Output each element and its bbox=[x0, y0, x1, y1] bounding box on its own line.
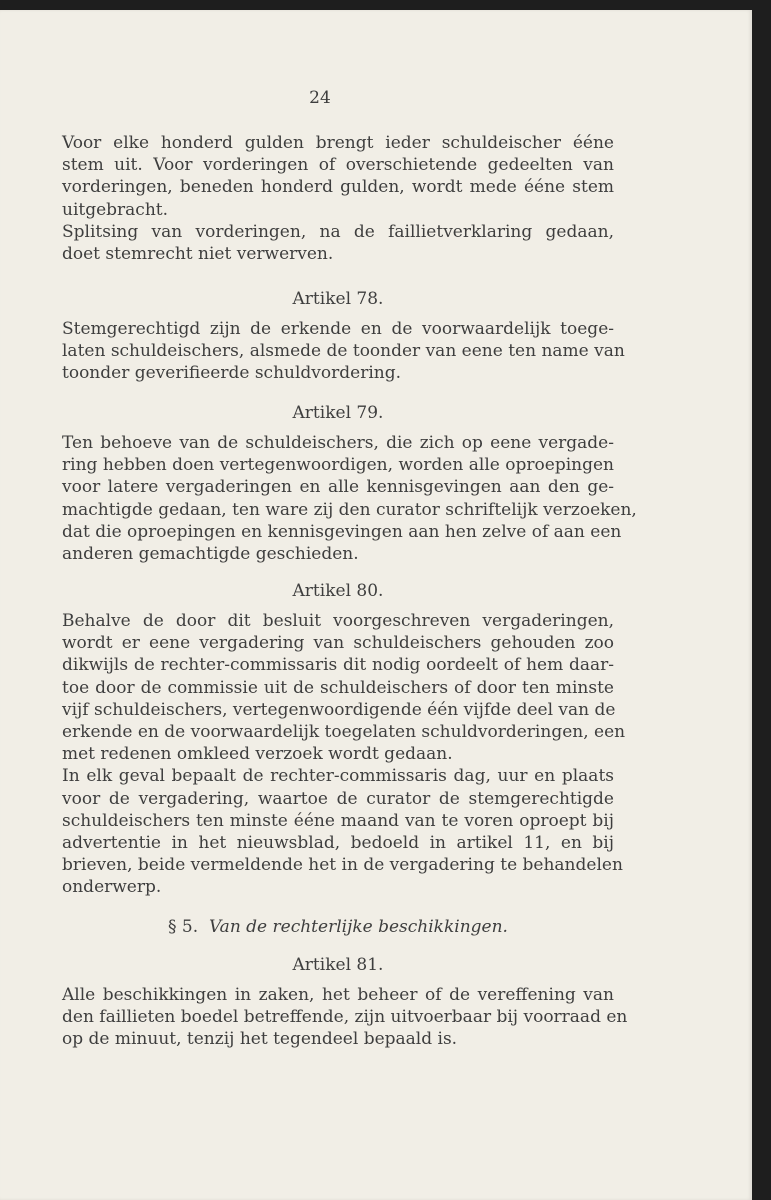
scan-top-edge bbox=[0, 0, 771, 10]
article-79-text bbox=[62, 432, 637, 565]
section-5-heading bbox=[62, 916, 614, 938]
text-line: anderen gemachtigde geschieden. bbox=[62, 543, 359, 564]
section-number: § 5. bbox=[168, 917, 199, 937]
book-page bbox=[0, 10, 752, 1200]
text-line: voor de vergadering, waartoe de curator de stemgerechtigde bbox=[62, 788, 614, 809]
text-line: Ten behoeve van de schuldeischers, die zich op eene vergade- bbox=[62, 433, 614, 453]
text-line: Splitsing van vorderingen, na de faillietverklaring gedaan, bbox=[62, 221, 614, 242]
article-78-text bbox=[62, 318, 625, 385]
text-line: onderwerp. bbox=[62, 877, 162, 898]
text-line: dat die oproepingen en kennisgevingen aan hen zelve of aan een bbox=[62, 521, 622, 542]
text-line: Stemgerechtigd zijn de erkende en de voorwaardelijk toege- bbox=[62, 319, 614, 339]
text-line: advertentie in het nieuwsblad, bedoeld in artikel 11, en bij bbox=[62, 832, 614, 853]
text-line: vorderingen, beneden honderd gulden, wordt mede ééne stem bbox=[62, 177, 614, 198]
text-line: stem uit. Voor vorderingen of overschietende gedeelten van bbox=[62, 155, 614, 176]
text-line: met redenen omkleed verzoek wordt gedaan. bbox=[62, 744, 453, 765]
text-line: uitgebracht. bbox=[62, 199, 169, 220]
text-line: dikwijls de rechter-commissaris dit nodig oordeelt of hem daar- bbox=[62, 655, 614, 676]
section-title: Van de rechterlijke beschikkingen. bbox=[208, 917, 508, 937]
text-line: machtigde gedaan, ten ware zij den curator schriftelijk verzoeken, bbox=[62, 499, 637, 520]
text-line: schuldeischers ten minste ééne maand van te voren oproept bij bbox=[62, 810, 614, 831]
article-79-heading: Artikel 79. bbox=[292, 403, 384, 423]
text-line: voor latere vergaderingen en alle kennisgevingen aan den ge- bbox=[62, 477, 614, 498]
scan-right-edge bbox=[752, 0, 771, 1200]
text-line: Behalve de door dit besluit voorgeschreven vergaderingen, bbox=[62, 611, 614, 631]
paragraph-block-1 bbox=[62, 132, 614, 265]
text-line: Voor elke honderd gulden brengt ieder schuldeischer ééne bbox=[62, 133, 614, 153]
text-line: toonder geverifieerde schuldvordering. bbox=[62, 363, 401, 384]
text-line: op de minuut, tenzij het tegendeel bepaald is. bbox=[62, 1029, 458, 1050]
text-line: ring hebben doen vertegenwoordigen, worden alle oproepingen bbox=[62, 455, 614, 476]
text-line: laten schuldeischers, alsmede de toonder van eene ten name van bbox=[62, 341, 625, 362]
text-line: vijf schuldeischers, vertegenwoordigende één vijfde deel van de bbox=[62, 699, 616, 720]
text-line: Alle beschikkingen in zaken, het beheer of de vereffening van bbox=[62, 985, 614, 1005]
article-80-heading: Artikel 80. bbox=[292, 581, 384, 601]
article-80-text bbox=[62, 610, 626, 898]
text-line: erkende en de voorwaardelijk toegelaten schuldvorderingen, een bbox=[62, 721, 626, 742]
page-number: 24 bbox=[309, 88, 331, 108]
text-line: wordt er eene vergadering van schuldeischers gehouden zoo bbox=[62, 633, 614, 654]
text-line: den faillieten boedel betreffende, zijn uitvoerbaar bij voorraad en bbox=[62, 1007, 628, 1028]
article-78-heading: Artikel 78. bbox=[292, 289, 384, 309]
article-81-heading: Artikel 81. bbox=[292, 955, 384, 975]
article-81-text bbox=[62, 984, 628, 1051]
text-line: doet stemrecht niet verwerven. bbox=[62, 243, 334, 264]
text-line: brieven, beide vermeldende het in de vergadering te behandelen bbox=[62, 855, 623, 876]
text-line: toe door de commissie uit de schuldeischers of door ten minste bbox=[62, 677, 614, 698]
text-line: In elk geval bepaalt de rechter-commissaris dag, uur en plaats bbox=[62, 766, 614, 787]
